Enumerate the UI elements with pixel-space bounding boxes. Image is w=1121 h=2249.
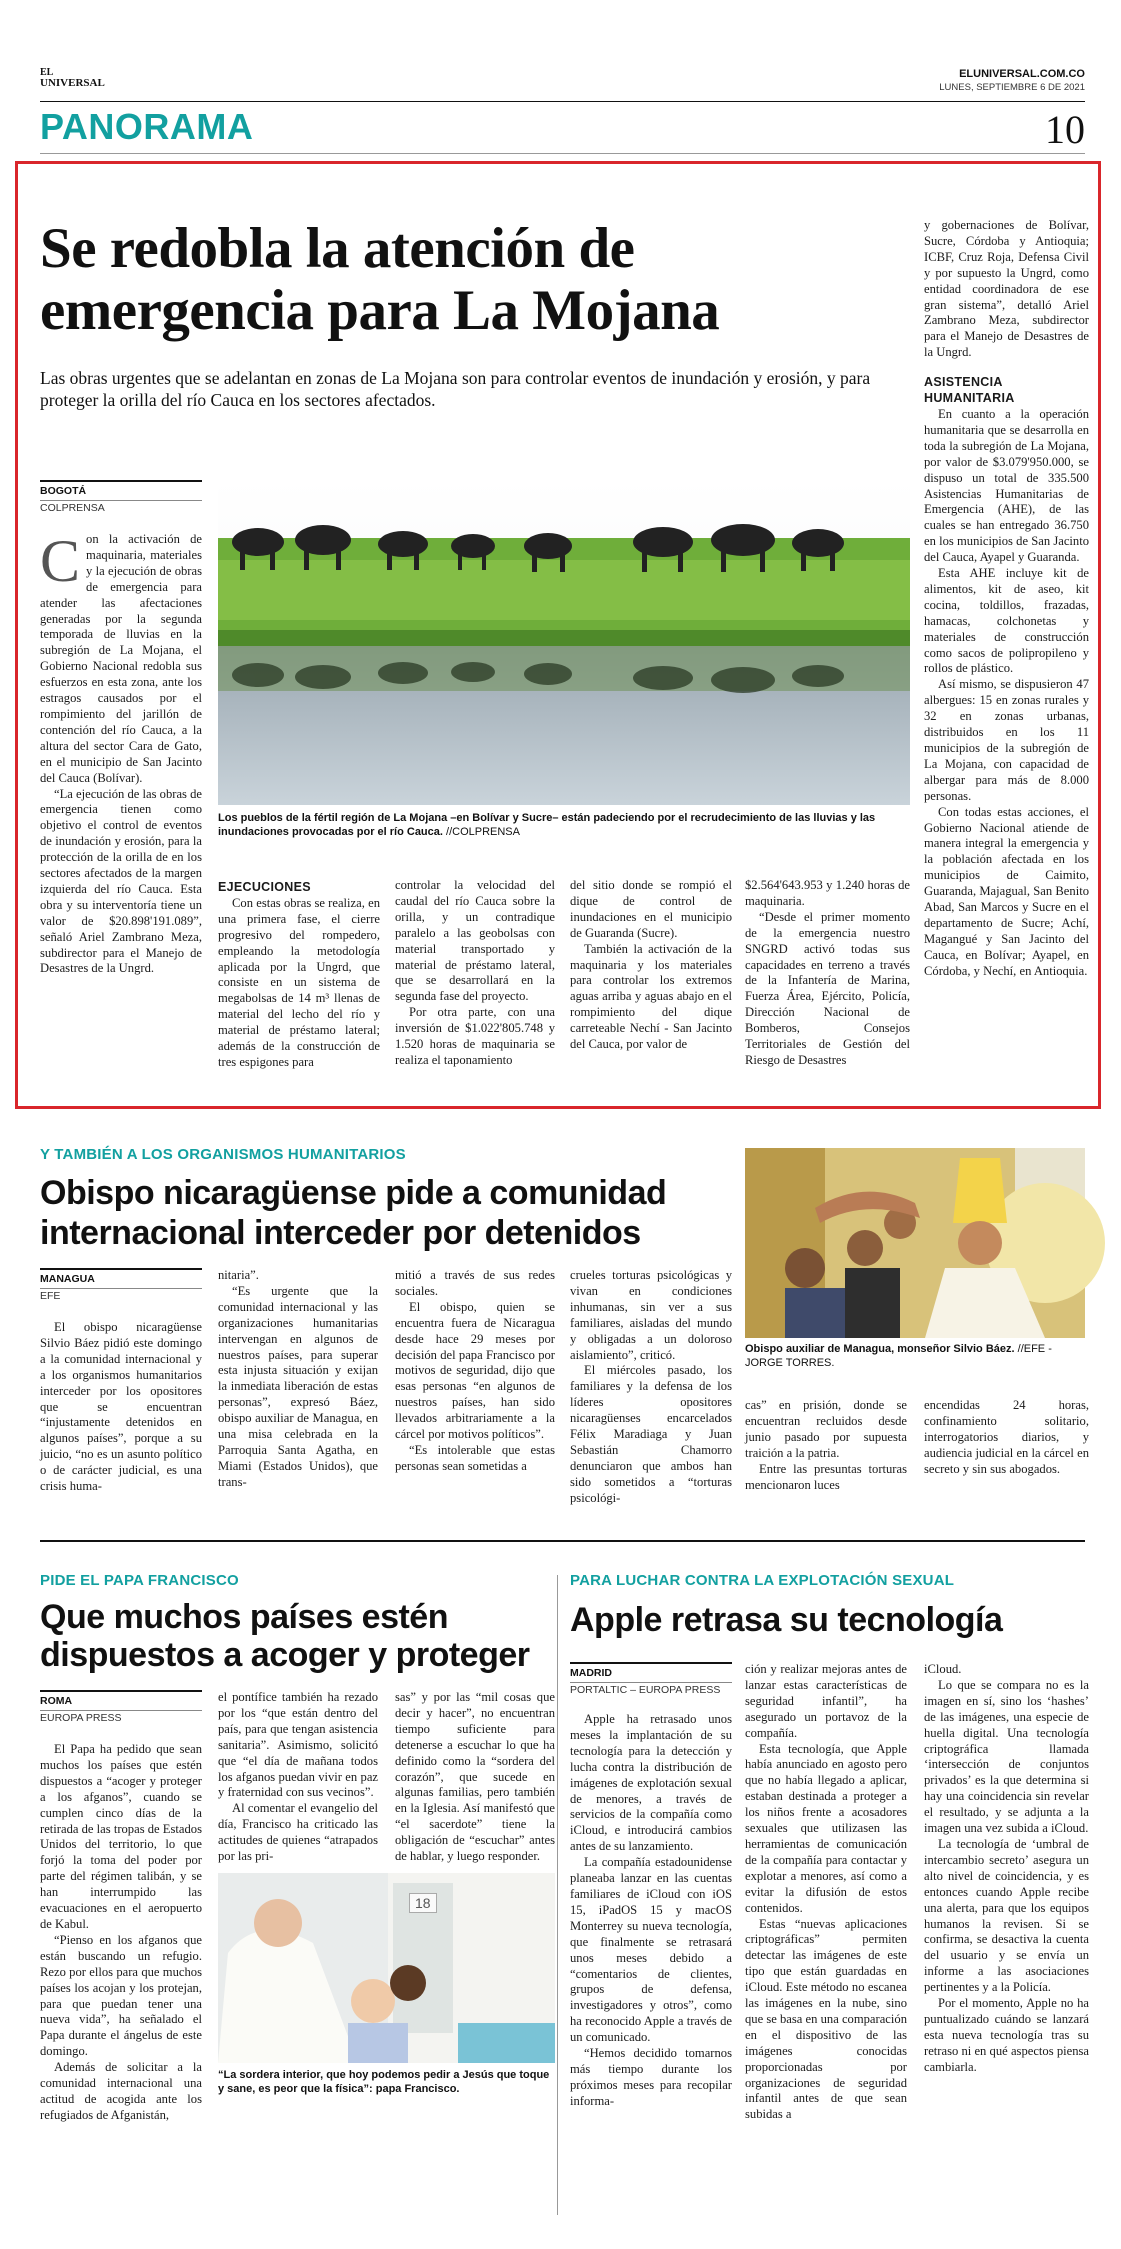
apple-headline: Apple retrasa su tecnología (570, 1601, 1003, 1639)
newspaper-logo: EL UNIVERSAL (40, 67, 105, 89)
obispo-column-5: cas” en prisión, donde se encuentran recluidos desde junio pasado por supuesta traición a la patria. Entre las presuntas torturas mencionaron luces (745, 1398, 907, 1492)
pope-child-image (218, 1873, 555, 2063)
apple-column-3: iCloud. Lo que se compara no es la imagen en sí, sino los ‘hashes’ de las imágenes, una especie de huella digital. Una tecnología criptográfica llamada ‘intersección de conjuntos privados’ es la que determina si hay una coincidencia sin revelar el resultado, y se adjunta a la imagen una vez subida a iCloud. La tecnología de ‘umbral de intercambio secreto’ asegura un alto nivel de coincidencia, y es entonces cuando Apple recibe una alerta, para que los equipos humanos la revisen. Si se confirma, se desactiva la cuenta del usuario y se envía un informe a las asociaciones pertinentes y a la Policía. Por el momento, Apple no ha puntualizado cuándo se lanzará esta nueva tecnología tras su retraso ni en qué aspectos piensa cambiarla. (924, 1662, 1089, 2074)
section-title: PANORAMA (40, 106, 254, 147)
lead-headline: Se redobla la atención de emergencia para La Mojana (40, 217, 720, 342)
site-url: ELUNIVERSAL.COM.CO (959, 68, 1085, 80)
lead-column-5: $2.564'643.953 y 1.240 horas de maquinaria. “Desde el primer momento de la emergencia nuestro SNGRD activó todas sus capacidades en terreno a través de la Infantería de Marina, Fuerza Área, Ejército, Policía, Dirección Nacional de Bomberos, Consejos Territoriales de Gestión del Riesgo de Desastres (745, 878, 910, 1067)
page-number: 10 (1045, 107, 1085, 152)
issue-date: LUNES, SEPTIEMBRE 6 DE 2021 (939, 82, 1085, 93)
section-divider (40, 1540, 1085, 1542)
obispo-kicker: Y TAMBIÉN A LOS ORGANISMOS HUMANITARIOS (40, 1146, 406, 1163)
papa-photo-caption: “La sordera interior, que hoy podemos pedir a Jesús que toque y sane, es peor que la física”: papa Francisco. (218, 2069, 550, 2095)
lead-photo (218, 480, 910, 805)
papa-column-3: sas” y por las “mil cosas que decir y hacer”, no encuentran tiempo suficiente para detenerse a escuchar lo que ha definido como la “sordera del corazón”, que sucede en algunas familias, pero también en la Iglesia. Así manifestó que “el sacerdote” tiene la obligación de “escuchar” antes de hablar, y luego responder. (395, 1690, 555, 1864)
lead-deck: Las obras urgentes que se adelantan en zonas de La Mojana son para controlar eventos de inundación y erosión, y para proteger la orilla del río Cauca en los sectores afectados. (40, 368, 871, 410)
papa-kicker: PIDE EL PAPA FRANCISCO (40, 1572, 239, 1589)
lead-byline: BOGOTÁ COLPRENSA (40, 480, 202, 515)
lead-sidebar-column: y gobernaciones de Bolívar, Sucre, Córdoba y Antioquia; ICBF, Cruz Roja, Defensa Civil y por supuesto la Ungrd, como entidad coordinadora de ese gran sistema”, detalló Ariel Zambrano Meza, subdirector para el Manejo de Desastres de la Ungrd. ASISTENCIA HUMANITARIA En cuanto a la operación humanitaria que se desarrolla en toda la subregión de La Mojana, por valor de $3.079'950.000, se dispuso un total de 335.500 Asistencias Humanitarias de Emergencia (AHE), de las cuales se han entregado 36.750 en los municipios de San Jacinto del Cauca, Ayapel y Guaranda. Esta AHE incluye kit de alimentos, kit de aseo, kit cocina, toldillos, frazadas, hamacas, colchonetas y materiales de construcción como sacos de polipropileno y rollos de plástico. Así mismo, se dispusieron 47 albergues: 15 en zonas rurales y 32 en zonas urbanas, distribuidos en los 11 municipios de la subregión de La Mojana, con capacidad de albergar para más de 8.000 personas. Con todas estas acciones, el Gobierno Nacional atiende de manera integral la emergencia y la población afectada en los municipios de Caimito, Guaranda, Majagual, San Benito Abad, San Marcos y Sucre en el departamento de Sucre; Achí, Magangué y San Jacinto del Cauca, en Bolívar; Ayapel, en Córdoba, y Nechí, en Antioquia. (924, 218, 1089, 978)
apple-kicker: PARA LUCHAR CONTRA LA EXPLOTACIÓN SEXUAL (570, 1572, 955, 1589)
lead-column-3: controlar la velocidad del caudal del río Cauca sobre la orilla, y un contradique paralelo a las geobolsas con material transportado y material de préstamo lateral, que se desarrollará en la segunda fase del proyecto. Por otra parte, con una inversión de $1.022'805.748 y 1.520 horas de maquinaria se realiza el taponamiento (395, 878, 555, 1067)
lead-column-2: EJECUCIONES Con estas obras se realiza, en una primera fase, el cierre progresivo del rompedero, empleando la metodología aplicada por la Ungrd, que consiste en un sistema de megabolsas de 14 m³ llenas de material del lecho del río y material de préstamo lateral; además de la construcción de tres espigones para (218, 880, 380, 1069)
apple-byline: MADRID PORTALTIC – EUROPA PRESS (570, 1662, 732, 1697)
obispo-column-3: mitió a través de sus redes sociales. El obispo, quien se encuentra fuera de Nicaragua desde hace 29 meses por decisión del papa Francisco por motivos de seguridad, dijo que esas personas “en algunos de nuestros países, han sido llevados arbitrariamente a la cárcel por motivos políticos”. “Es intolerable que estas personas sean sometidas a (395, 1268, 555, 1473)
obispo-column-1: El obispo nicaragüense Silvio Báez pidió este domingo a la comunidad internacional y a los organismos humanitarios interceder por los opositores que se encuentran “injustamente detenidos en algunos países”, porque a su juicio, “no es un asunto político o de carácter judicial, es una crisis huma- (40, 1320, 202, 1494)
lead-column-4: del sitio donde se rompió el dique de control de inundaciones en el municipio de Guaranda (Sucre). También la activación de la maquinaria y los materiales para controlar los extremos aguas arriba y aguas abajo en el rompimiento del dique carreteable Nechí - San Jacinto del Cauca, por valor de (570, 878, 732, 1052)
lead-column-1: Con la activación de maquinaria, materiales y la ejecución de obras de emergencia para atender las afectaciones generadas por la segunda temporada de lluvias en la subregión de La Mojana, el Gobierno Nacional redobla sus esfuerzos en esta zona, ante los estragos causados por el rompimiento del jarillón de contención del río Cauca, a la altura del sector Cara de Gato, en el municipio de San Jacinto del Cauca (Bolívar). “La ejecución de las obras de emergencia tienen como objetivo el control de eventos de inundación y erosión, para la protección de la orilla de en los sectores afectados de la margen izquierda del río Cauca. Esta obra y su interventoría tiene un valor de $20.898'191.089”, señaló Ariel Zambrano Meza, subdirector para el Manejo de Desastres de la Ungrd. (40, 528, 202, 976)
obispo-column-4: crueles torturas psicológicas y vivan en condiciones inhumanas, sin ver a sus familiares, aisladas del mundo y obligadas a un doloroso aislamiento”, criticó. El miércoles pasado, los familiares y la defensa de los líderes opositores nicaragüenses encarcelados Félix Maradiaga y Juan Sebastián Chamorro denunciaron que ambos han sido sometidos a “torturas psicológi- (570, 1268, 732, 1505)
obispo-headline: Obispo nicaragüense pide a comunidad internacional interceder por detenidos (40, 1174, 667, 1252)
obispo-byline: MANAGUA EFE (40, 1268, 202, 1303)
obispo-column-6: encendidas 24 horas, confinamiento solitario, interrogatorios diarios, y audiencia judicial en la cárcel en secreto y sin sus abogados. (924, 1398, 1089, 1476)
papa-photo (218, 1873, 555, 2063)
dropcap: C (40, 528, 81, 594)
papa-column-2: el pontífice también ha rezado por los “que están dentro del país, para que tengan asistencia sanitaria”. Asimismo, solicitó que “el día de mañana todos los afganos puedan vivir en paz y fraternidad con sus vecinos”. Al comentar el evangelio del día, Francisco ha criticado las actitudes de quienes “atrapados por las pri- (218, 1690, 378, 1864)
buffalo-flood-image (218, 480, 910, 805)
obispo-photo (745, 1148, 1085, 1338)
section-rule (40, 153, 1085, 154)
obispo-column-2: nitaria”. “Es urgente que la comunidad internacional y las organizaciones humanitarias intervengan en algunos de nuestros países, para superar esta injusta situación y exijan la inmediata liberación de estas personas”, expresó Báez, obispo auxiliar de Managua, en una misa celebrada en la Parroquia Santa Agatha, en Miami (Estados Unidos), que trans- (218, 1268, 378, 1489)
masthead (40, 62, 1085, 102)
bishop-crowd-image (745, 1148, 1085, 1338)
papa-byline: ROMA EUROPA PRESS (40, 1690, 202, 1725)
lead-photo-caption: Los pueblos de la fértil región de La Mojana –en Bolívar y Sucre– están padeciendo por el recrudecimiento de las lluvias y las inundaciones provocadas por el río Cauca. //COLPRENSA (218, 812, 876, 838)
papa-column-1: El Papa ha pedido que sean muchos los países que estén dispuestos a “acoger y proteger a los afganos”, cuando se cumplen cinco días de la retirada de las tropas de Estados Unidos del territorio, lo que forjó la toma del poder por parte del régimen talibán, y se han interrumpido las evacuaciones en el aeropuerto de Kabul. “Pienso en los afganos que están buscando un refugio. Rezo por ellos para que muchos países los acojan y los protejan, para que puedan tener una nueva vida”, ha señalado el Papa durante el ángelus de este domingo. Además de solicitar a la comunidad internacional una actitud de acogida ante los refugiados de Afganistán, (40, 1742, 202, 2122)
room-number: 18 (409, 1893, 437, 1913)
column-divider (557, 1575, 558, 2215)
apple-column-1: Apple ha retrasado unos meses la implantación de su tecnología para la detección y lucha contra la distribución de imágenes de explotación sexual de menores, a través de servicios de la compañía como iCloud, e introducirá cambios antes de su lanzamiento. La compañía estadounidense planeaba lanzar en las cuentas familiares de iCloud con iOS 15, iPadOS 15 y macOS Monterrey su nueva tecnología, que finalmente se retrasará unos meses debido a “comentarios de clientes, grupos de defensa, investigadores y otros”, como ha reconocido Apple a través de un comunicado. “Hemos decidido tomarnos más tiempo durante los próximos meses para recopilar informa- (570, 1712, 732, 2108)
apple-column-2: ción y realizar mejoras antes de lanzar estas características de seguridad infantil”, ha asegurado un portavoz de la compañía. Esta tecnología, que Apple había anunciado en agosto pero que no había llegado a aplicar, estaban destinada a proteger a los niños frente a acosadores sexuales que utilizasen las herramientas de comunicación de la compañía para contactar y explotar a menores, así como a evitar la difusión de estos contenidos. Estas “nuevas aplicaciones criptográficas” permiten detectar las imágenes de este tipo que están guardadas en iCloud. Este método no escanea las imágenes en la nube, sino que se basa en una comparación en el dispositivo de las imágenes conocidas proporcionadas por organizaciones de seguridad infantil antes de que sean subidas a (745, 1662, 907, 2122)
papa-headline: Que muchos países estén dispuestos a acoger y proteger (40, 1598, 530, 1674)
obispo-photo-caption: Obispo auxiliar de Managua, monseñor Silvio Báez. //EFE - JORGE TORRES. (745, 1343, 1052, 1369)
